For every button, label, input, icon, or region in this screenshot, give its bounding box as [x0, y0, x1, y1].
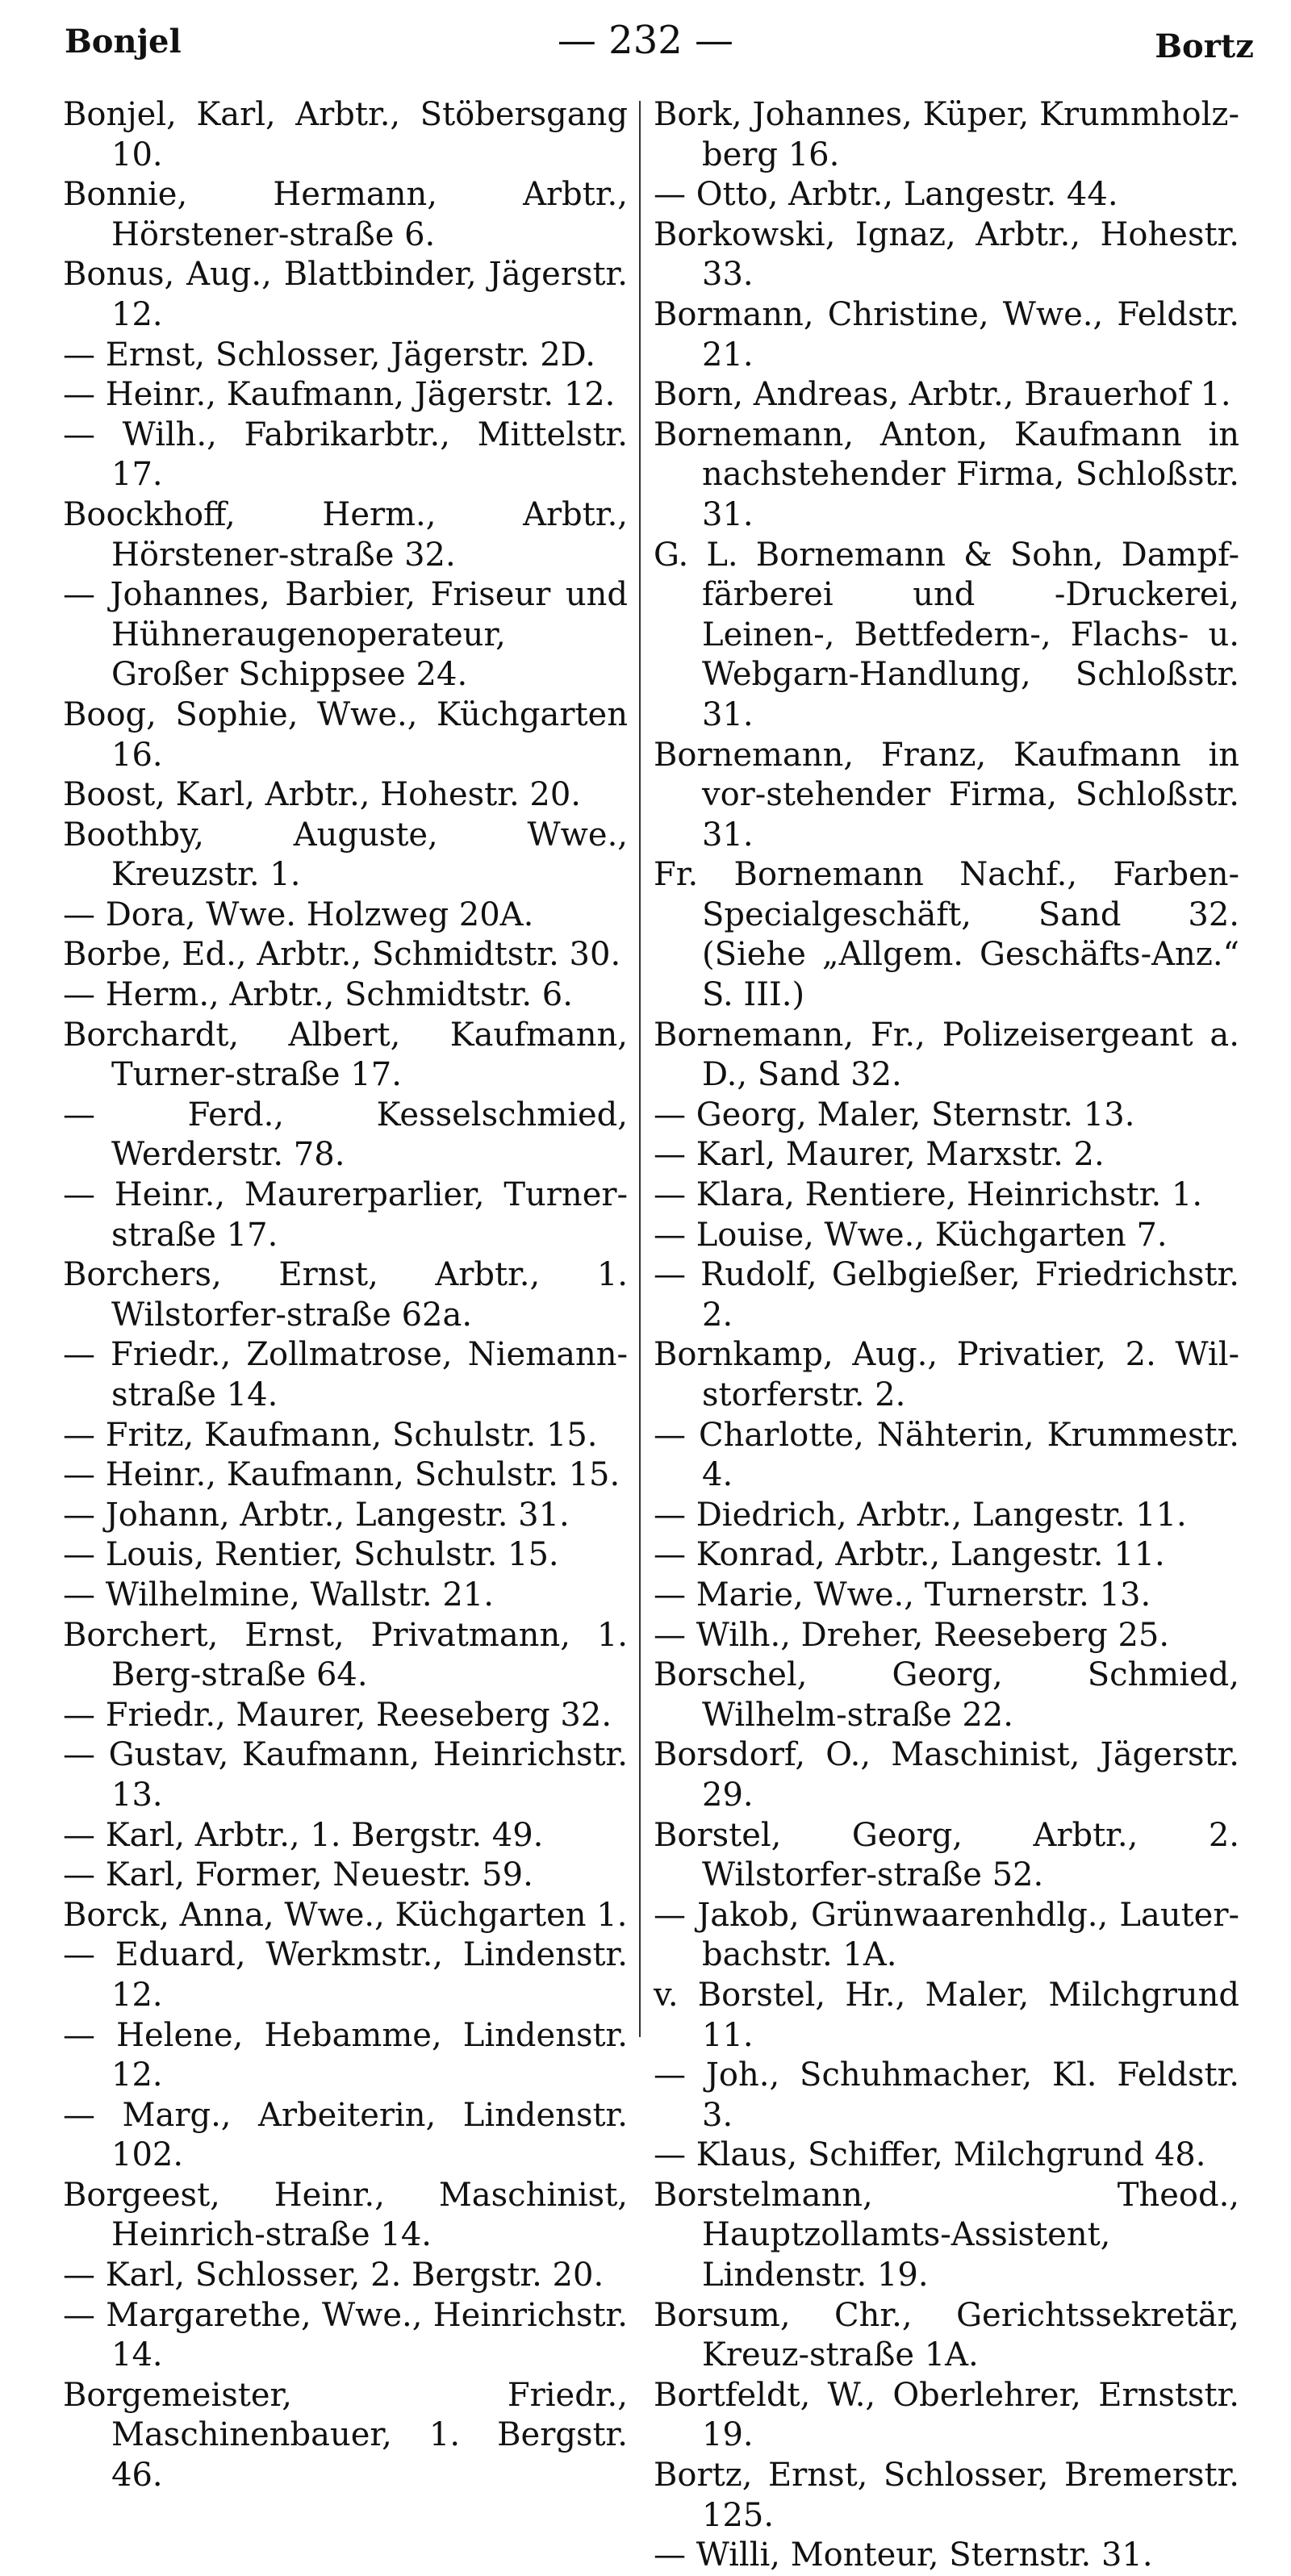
directory-entry: — Karl, Maurer, Marxstr. 2.	[654, 1136, 1105, 1174]
directory-entry: Bonus, Aug., Blattbinder, Jägerstr. 12.	[63, 256, 628, 333]
directory-entry: — Karl, Schlosser, 2. Bergstr. 20.	[63, 2257, 604, 2294]
directory-entry: — Diedrich, Arbtr., Langestr. 11.	[654, 1496, 1187, 1534]
directory-entry: Borck, Anna, Wwe., Küchgarten 1.	[63, 1896, 628, 1934]
directory-entry: — Marg., Arbeiterin, Lindenstr. 102.	[63, 2096, 628, 2174]
directory-entry: Bornemann, Franz, Kaufmann in vor-stehender Firma, Schloßstr. 31.	[654, 736, 1239, 854]
directory-entry: — Johann, Arbtr., Langestr. 31.	[63, 1496, 570, 1534]
directory-entry: — Konrad, Arbtr., Langestr. 11.	[654, 1536, 1165, 1574]
directory-entry: Borkowski, Ignaz, Arbtr., Hohestr. 33.	[654, 215, 1239, 294]
directory-entry: Boost, Karl, Arbtr., Hohestr. 20.	[63, 776, 581, 814]
directory-entry: — Helene, Hebamme, Lindenstr. 12.	[63, 2016, 628, 2094]
directory-entry: — Louise, Wwe., Küchgarten 7.	[654, 1216, 1168, 1254]
directory-entry: — Gustav, Kaufmann, Heinrichstr. 13.	[63, 1736, 628, 1814]
directory-entry: Bornemann, Fr., Polizeisergeant a. D., Sand 32.	[654, 1016, 1239, 1094]
directory-entry: — Friedr., Zollmatrose, Niemann-straße 14.	[63, 1336, 628, 1413]
directory-entry: — Klaus, Schiffer, Milchgrund 48.	[654, 2136, 1206, 2174]
directory-entry: — Ernst, Schlosser, Jägerstr. 2D.	[63, 336, 595, 374]
right-column	[654, 95, 1239, 2576]
directory-entry: Borschel, Georg, Schmied, Wilhelm-straße 22.	[654, 1656, 1239, 1734]
left-column	[63, 95, 628, 2496]
directory-entry: — Charlotte, Nähterin, Krummestr. 4.	[654, 1416, 1239, 1494]
directory-entry: — Heinr., Maurerparlier, Turner-straße 17.	[63, 1176, 628, 1254]
directory-entry: — Fritz, Kaufmann, Schulstr. 15.	[63, 1416, 598, 1454]
directory-entry: v. Borstel, Hr., Maler, Milchgrund 11.	[654, 1976, 1239, 2054]
directory-entry: G. L. Bornemann & Sohn, Dampf-färberei und -Druckerei, Leinen-, Bettfedern-, Flachs- u. Webgarn-Handlung, Schloßstr. 31.	[654, 536, 1239, 733]
directory-entry: Borstelmann, Theod., Hauptzollamts-Assistent, Lindenstr. 19.	[654, 2176, 1239, 2294]
directory-entry: — Dora, Wwe. Holzweg 20A.	[63, 896, 534, 933]
directory-entry: — Heinr., Kaufmann, Jägerstr. 12.	[63, 376, 616, 414]
directory-entry: — Ferd., Kesselschmied, Werderstr. 78.	[63, 1096, 628, 1174]
directory-entry: — Margarethe, Wwe., Heinrichstr. 14.	[63, 2296, 628, 2374]
directory-entry: Bornemann, Anton, Kaufmann in nachstehender Firma, Schloßstr. 31.	[654, 415, 1239, 533]
directory-entry: — Wilh., Fabrikarbtr., Mittelstr. 17.	[63, 415, 628, 494]
directory-entry: — Marie, Wwe., Turnerstr. 13.	[654, 1576, 1151, 1614]
directory-entry: Borbe, Ed., Arbtr., Schmidtstr. 30.	[63, 936, 621, 974]
directory-entry: — Louis, Rentier, Schulstr. 15.	[63, 1536, 559, 1574]
directory-entry: Bonnie, Hermann, Arbtr., Hörstener-straße 6.	[63, 176, 628, 253]
directory-entry: Boog, Sophie, Wwe., Küchgarten 16.	[63, 695, 628, 774]
directory-entry: Bormann, Christine, Wwe., Feldstr. 21.	[654, 295, 1239, 374]
directory-entry: — Klara, Rentiere, Heinrichstr. 1.	[654, 1176, 1203, 1214]
page-header	[0, 18, 1291, 66]
directory-entry: — Willi, Monteur, Sternstr. 31.	[654, 2536, 1153, 2574]
directory-entry: — Herm., Arbtr., Schmidtstr. 6.	[63, 976, 573, 1014]
column-divider	[639, 101, 641, 2037]
directory-entry: Bonjel, Karl, Arbtr., Stöbersgang 10.	[63, 96, 628, 173]
directory-entry: Borsum, Chr., Gerichtssekretär, Kreuz-straße 1A.	[654, 2296, 1239, 2374]
directory-entry: — Friedr., Maurer, Reeseberg 32.	[63, 1696, 612, 1734]
directory-entry: — Johannes, Barbier, Friseur und Hühneraugenoperateur, Großer Schippsee 24.	[63, 576, 628, 694]
directory-entry: — Eduard, Werkmstr., Lindenstr. 12.	[63, 1936, 628, 2014]
directory-entry: — Heinr., Kaufmann, Schulstr. 15.	[63, 1456, 620, 1494]
directory-entry: — Joh., Schuhmacher, Kl. Feldstr. 3.	[654, 2056, 1239, 2134]
directory-entry: Fr. Bornemann Nachf., Farben-Specialgeschäft, Sand 32. (Siehe „Allgem. Geschäfts-Anz.“ S. III.)	[654, 856, 1239, 1014]
directory-entry: Borchardt, Albert, Kaufmann, Turner-straße 17.	[63, 1016, 628, 1094]
page-number: — 232 —	[557, 18, 734, 63]
directory-entry: Bortfeldt, W., Oberlehrer, Ernststr. 19.	[654, 2376, 1239, 2454]
directory-entry: Bornkamp, Aug., Privatier, 2. Wil-storferstr. 2.	[654, 1336, 1239, 1413]
directory-entry: Borgeest, Heinr., Maschinist, Heinrich-straße 14.	[63, 2176, 628, 2254]
directory-entry: — Otto, Arbtr., Langestr. 44.	[654, 176, 1118, 214]
directory-entry: — Georg, Maler, Sternstr. 13.	[654, 1096, 1135, 1134]
directory-entry: Boothby, Auguste, Wwe., Kreuzstr. 1.	[63, 816, 628, 894]
directory-entry: Borchert, Ernst, Privatmann, 1. Berg-straße 64.	[63, 1616, 628, 1694]
header-right-keyword: Bortz	[1155, 27, 1254, 65]
directory-entry: Borgemeister, Friedr., Maschinenbauer, 1. Bergstr. 46.	[63, 2376, 628, 2495]
directory-entry: Boockhoff, Herm., Arbtr., Hörstener-straße 32.	[63, 495, 628, 574]
directory-entry: — Karl, Former, Neuestr. 59.	[63, 1856, 533, 1894]
directory-entry: — Jakob, Grünwaarenhdlg., Lauter-bachstr. 1A.	[654, 1896, 1239, 1974]
header-left-keyword: Bonjel	[65, 23, 182, 61]
directory-entry: Borchers, Ernst, Arbtr., 1. Wilstorfer-straße 62a.	[63, 1256, 628, 1334]
directory-entry: Bork, Johannes, Küper, Krummholz-berg 16.	[654, 96, 1239, 173]
directory-entry: — Karl, Arbtr., 1. Bergstr. 49.	[63, 1816, 544, 1854]
directory-entry: — Rudolf, Gelbgießer, Friedrichstr. 2.	[654, 1256, 1239, 1334]
directory-entry: Bortz, Ernst, Schlosser, Bremerstr. 125.	[654, 2457, 1239, 2534]
directory-entry: — Wilh., Dreher, Reeseberg 25.	[654, 1616, 1170, 1654]
directory-entry: — Wilhelmine, Wallstr. 21.	[63, 1576, 494, 1614]
directory-entry: Born, Andreas, Arbtr., Brauerhof 1.	[654, 376, 1231, 414]
directory-entry: Borstel, Georg, Arbtr., 2. Wilstorfer-straße 52.	[654, 1816, 1239, 1894]
directory-entry: Borsdorf, O., Maschinist, Jägerstr. 29.	[654, 1736, 1239, 1814]
